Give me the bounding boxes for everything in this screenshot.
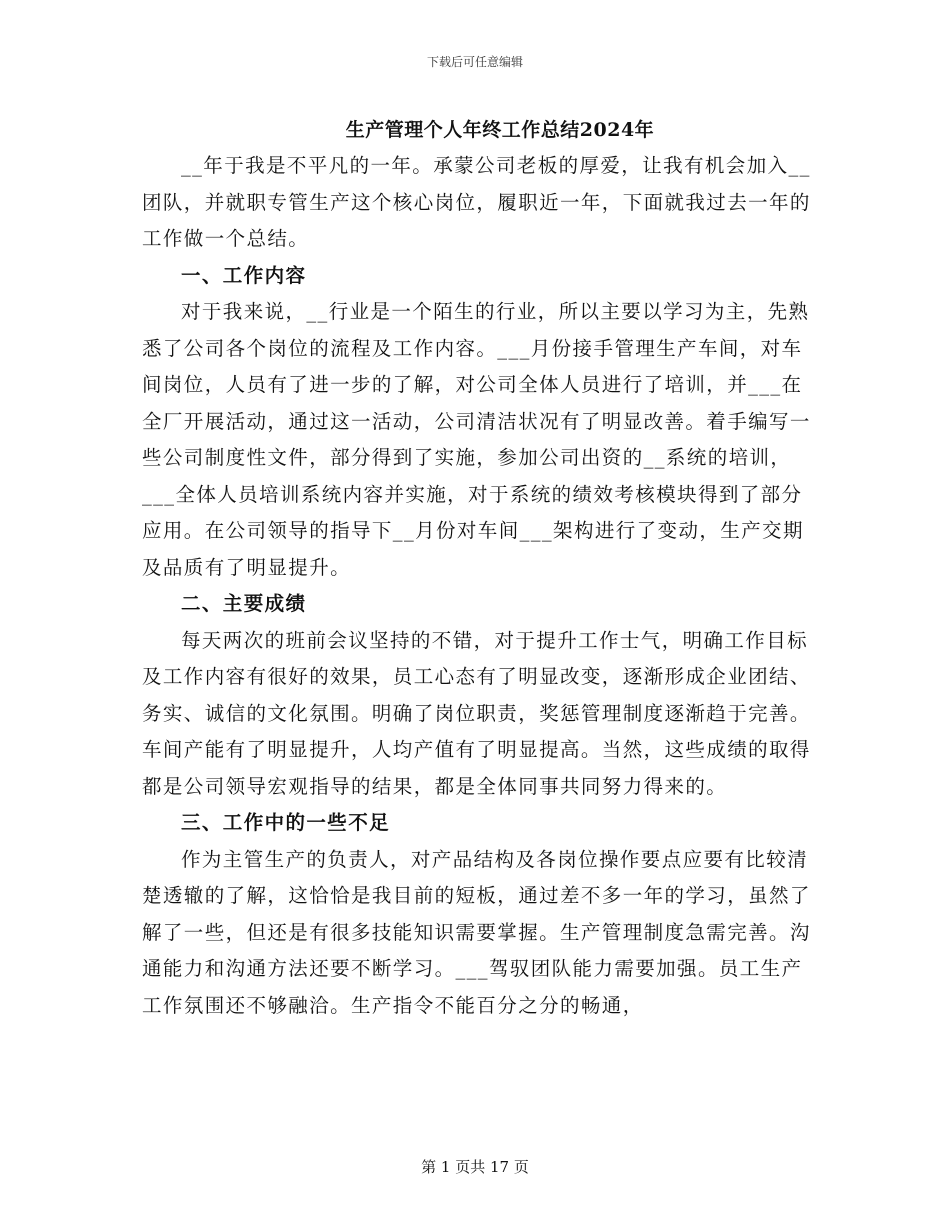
download-note: 下载后可任意编辑: [426, 55, 523, 69]
page-number: 第 1 页共 17 页: [421, 1158, 529, 1176]
document-title: 生产管理个人年终工作总结2024年: [345, 119, 655, 141]
section-heading-work-content: 一、工作内容: [181, 263, 307, 287]
section-heading-achievements: 二、主要成绩: [181, 592, 307, 615]
section-heading-shortcomings: 三、工作中的一些不足: [181, 811, 391, 834]
intro-paragraph: __年于我是不平凡的一年。承蒙公司老板的厚爱，让我有机会加入__团队，并就职专管生产这个核心岗位，履职近一年，下面就我过去一年的工作做一个总结。: [142, 154, 811, 250]
section-body-work-content: 对于我来说，__行业是一个陌生的行业，所以主要以学习为主，先熟悉了公司各个岗位的流程及工作内容。___月份接手管理生产车间，对车间岗位，人员有了进一步的了解，对公司全体人员进行了培训，并___在全厂开展活动，通过这一活动，公司清洁状况有了明显改善。着手编写一些公司制度性文件，部分得到了实施，参加公司出资的__系统的培训，___全体人员培训系统内容并实施，对于系统的绩效考核模块得到了部分应用。在公司领导的指导下__月份对车间___架构进行了变动，生产交期及品质有了明显提升。: [142, 300, 811, 579]
section-body-achievements: 每天两次的班前会议坚持的不错，对于提升工作士气，明确工作目标及工作内容有很好的效果，员工心态有了明显改变，逐渐形成企业团结、务实、诚信的文化氛围。明确了岗位职责，奖惩管理制度逐渐趋于完善。车间产能有了明显提升，人均产值有了明显提高。当然，这些成绩的取得都是公司领导宏观指导的结果，都是全体同事共同努力得来的。: [142, 628, 811, 798]
document-body: [142, 148, 812, 1024]
section-body-shortcomings: 作为主管生产的负责人，对产品结构及各岗位操作要点应要有比较清楚透辙的了解，这恰恰是我目前的短板，通过差不多一年的学习，虽然了解了一些，但还是有很多技能知识需要掌握。生产管理制度急需完善。沟通能力和沟通方法还要不断学习。___驾驭团队能力需要加强。员工生产工作氛围还不够融洽。生产指令不能百分之分的畅通，: [142, 847, 811, 1017]
